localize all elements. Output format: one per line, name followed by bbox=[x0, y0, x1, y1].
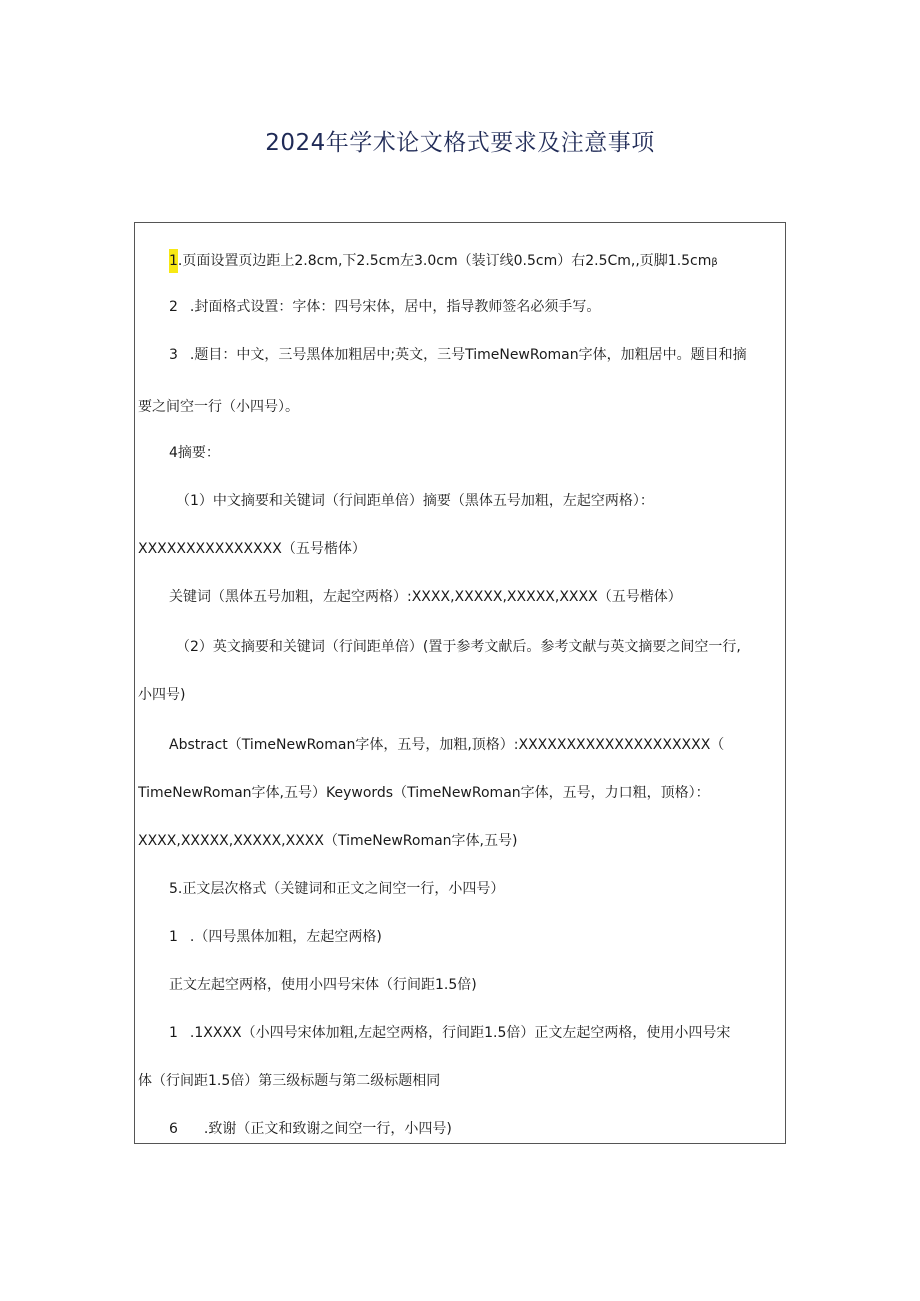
text-line-8: 关键词（黑体五号加粗，左起空两格）:XXXX,XXXXX,XXXXX,XXXX（五号楷体） bbox=[169, 589, 682, 605]
text-line-10: 小四号) bbox=[138, 687, 186, 703]
text-line-3: 3 .题目：中文，三号黑体加粗居中;英文，三号TimeNewRoman字体，加粗居中。题目和摘 bbox=[169, 347, 747, 363]
text-line-11: Abstract（TimeNewRoman字体，五号，加粗,顶格）:XXXXXXXXXXXXXXXXXXXX（ bbox=[169, 737, 725, 753]
text-line-6: （1）中文摘要和关键词（行间距单倍）摘要（黑体五号加粗，左起空两格）： bbox=[176, 493, 654, 509]
text-line-14: 5.正文层次格式（关键词和正文之间空一行，小四号） bbox=[169, 881, 505, 897]
text-line-17: 1 .1XXXX（小四号宋体加粗,左起空两格，行间距1.5倍）正文左起空两格，使用小四号宋 bbox=[169, 1025, 731, 1041]
text-line-19: 6 .致谢（正文和致谢之间空一行，小四号) bbox=[169, 1121, 452, 1137]
document-title: 2024年学术论文格式要求及注意事项 bbox=[265, 130, 655, 156]
text-line-16: 正文左起空两格，使用小四号宋体（行间距1.5倍) bbox=[169, 977, 477, 993]
content-box bbox=[134, 222, 786, 1144]
text-line-15: 1 .（四号黑体加粗，左起空两格) bbox=[169, 929, 382, 945]
text-line-18: 体（行间距1.5倍）第三级标题与第二级标题相同 bbox=[138, 1073, 441, 1089]
text-line-2: 2 .封面格式设置：字体：四号宋体，居中，指导教师签名必须手写。 bbox=[169, 299, 601, 315]
text-line-5: 4摘要： bbox=[169, 445, 220, 461]
text-line-1: 1.页面设置页边距上2.8cm,下2.5cm左3.0cm（装订线0.5cm）右2.5Cm,,页脚1.5cmβ bbox=[138, 249, 817, 273]
text-line-13: XXXX,XXXXX,XXXXX,XXXX（TimeNewRoman字体,五号) bbox=[138, 833, 518, 849]
text-line-7: XXXXXXXXXXXXXXX（五号楷体） bbox=[138, 541, 366, 557]
text-line-4: 要之间空一行（小四号）。 bbox=[138, 399, 299, 415]
text-line-12: TimeNewRoman字体,五号）Keywords（TimeNewRoman字体，五号，力口粗，顶格）： bbox=[138, 785, 710, 801]
text-line-9: （2）英文摘要和关键词（行间距单倍）(置于参考文献后。参考文献与英文摘要之间空一行, bbox=[176, 639, 741, 655]
highlight-mark: 1 bbox=[169, 249, 178, 273]
